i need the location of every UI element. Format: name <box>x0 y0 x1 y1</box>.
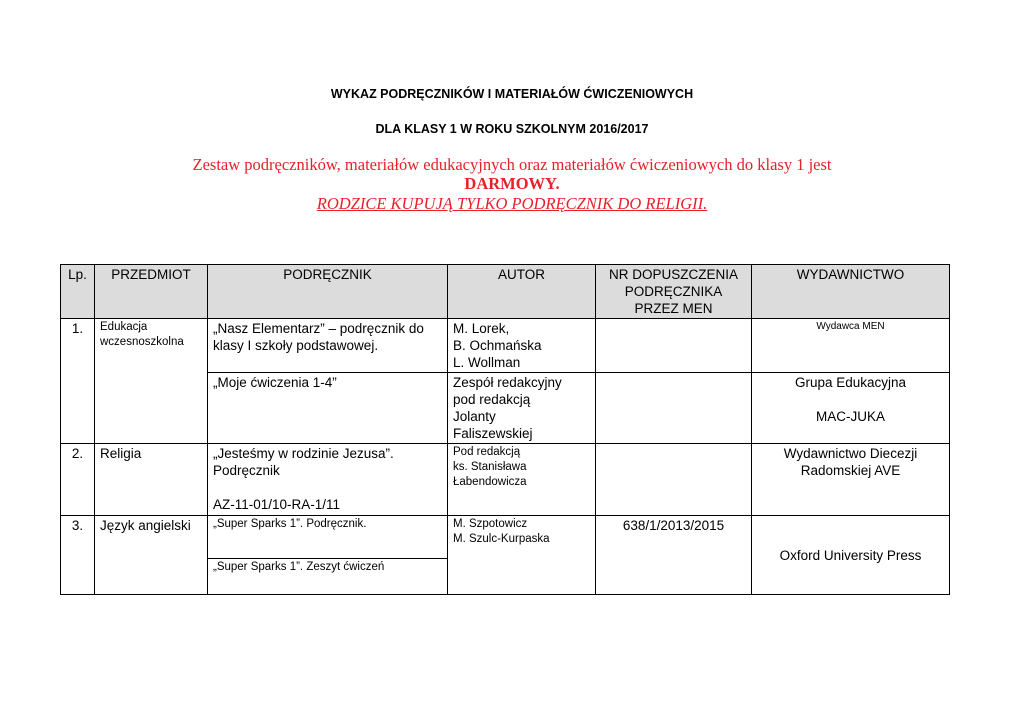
cell-approval: 638/1/2013/2015 <box>596 516 752 595</box>
subject-line: wczesnoszkolna <box>100 336 184 348</box>
header-lp: Lp. <box>61 265 95 319</box>
author-line: B. Ochmańska <box>453 338 542 353</box>
publisher-line: Grupa Edukacyjna <box>794 375 907 390</box>
subject-line: Edukacja <box>100 321 148 333</box>
author-line: M. Szulc-Kurpaska <box>453 533 550 545</box>
cell-author <box>448 516 596 595</box>
book-line: „Jesteśmy w rodzinie Jezusa”. <box>213 446 394 461</box>
cell-subject: Religia <box>95 444 208 516</box>
cell-publisher <box>752 444 950 516</box>
notice-free: DARMOWY. <box>464 174 560 193</box>
header-approval-line: NR DOPUSZCZENIA <box>608 267 738 282</box>
cell-author <box>448 319 596 373</box>
cell-publisher <box>752 373 950 444</box>
table-row <box>61 516 950 595</box>
author-line: Faliszewskiej <box>453 426 533 441</box>
header-subject: PRZEDMIOT <box>95 265 208 319</box>
book-line: AZ-11-01/10-RA-1/11 <box>213 497 341 512</box>
header-book: PODRĘCZNIK <box>208 265 448 319</box>
cell-approval <box>596 319 752 373</box>
author-line: Pod redakcją <box>453 446 521 458</box>
author-line: M. Lorek, <box>453 321 510 336</box>
cell-lp: 3. <box>61 516 95 595</box>
cell-book <box>208 516 448 595</box>
cell-publisher: Wydawca MEN <box>752 319 950 373</box>
header-author: AUTOR <box>448 265 596 319</box>
document-subtitle: DLA KLASY 1 W ROKU SZKOLNYM 2016/2017 <box>375 122 649 136</box>
document-title: WYKAZ PODRĘCZNIKÓW I MATERIAŁÓW ĆWICZENIOWYCH <box>330 87 694 101</box>
book-line: Podręcznik <box>213 463 280 478</box>
cell-approval <box>596 373 752 444</box>
textbook-table <box>60 264 950 595</box>
table-header-row <box>61 265 950 319</box>
book-line: „Super Sparks 1”. Zeszyt ćwiczeń <box>208 558 447 594</box>
author-line: L. Wollman <box>453 355 521 370</box>
cell-author <box>448 373 596 444</box>
cell-book <box>208 319 448 373</box>
book-line: klasy I szkoły podstawowej. <box>213 338 379 353</box>
book-line: „Nasz Elementarz” – podręcznik do <box>213 321 424 336</box>
cell-author <box>448 444 596 516</box>
table-row <box>61 319 950 373</box>
publisher-line: MAC-JUKA <box>815 409 885 424</box>
author-line: M. Szpotowicz <box>453 518 528 530</box>
author-line: Jolanty <box>453 409 496 424</box>
cell-subject <box>95 319 208 444</box>
header-approval-line: PODRĘCZNIKA <box>624 284 723 299</box>
cell-lp: 2. <box>61 444 95 516</box>
author-line: Zespół redakcyjny <box>453 375 562 390</box>
book-line: „Super Sparks 1”. Podręcznik. <box>213 518 367 530</box>
cell-publisher: Oxford University Press <box>752 516 950 595</box>
publisher-line: Wydawnictwo Diecezji <box>783 446 918 461</box>
publisher-line: Radomskiej AVE <box>800 463 901 478</box>
cell-book <box>208 444 448 516</box>
cell-book: „Moje ćwiczenia 1-4” <box>208 373 448 444</box>
author-line: Łabendowicza <box>453 476 527 488</box>
notice-line-1: Zestaw podręczników, materiałów edukacyjnych oraz materiałów ćwiczeniowych do klasy 1 jest <box>192 155 832 174</box>
header-approval <box>596 265 752 319</box>
header-publisher: WYDAWNICTWO <box>752 265 950 319</box>
cell-subject: Język angielski <box>95 516 208 595</box>
table-row <box>61 444 950 516</box>
notice-religion: RODZICE KUPUJĄ TYLKO PODRĘCZNIK DO RELIGII. <box>316 194 708 213</box>
cell-lp: 1. <box>61 319 95 444</box>
header-approval-line: PRZEZ MEN <box>634 301 713 316</box>
author-line: ks. Stanisława <box>453 461 527 473</box>
author-line: pod redakcją <box>453 392 531 407</box>
cell-approval <box>596 444 752 516</box>
